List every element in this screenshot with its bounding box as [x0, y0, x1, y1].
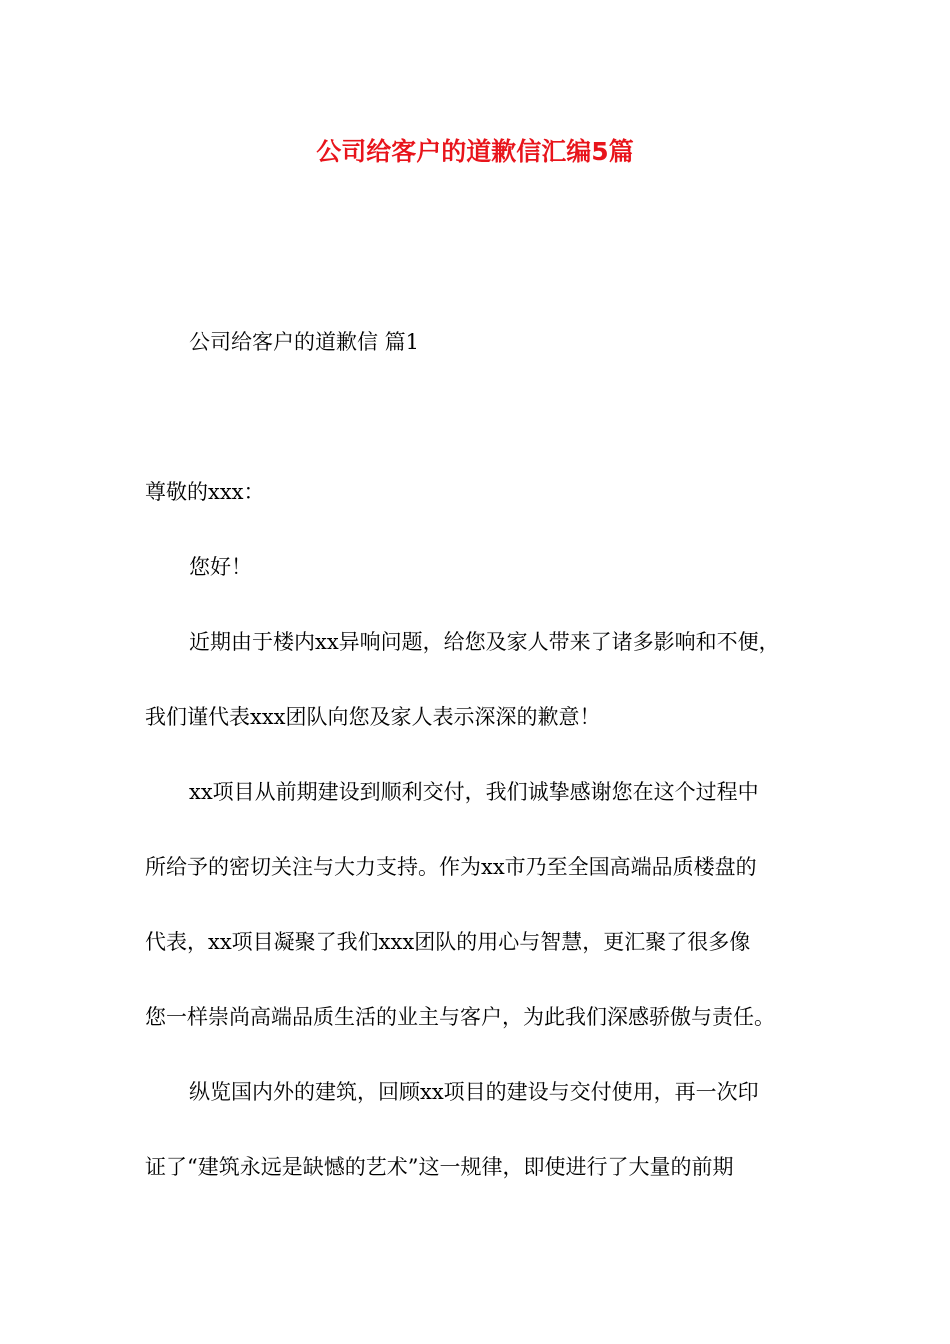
salutation-line: 尊敬的xxx： — [145, 480, 265, 504]
section-heading: 公司给客户的道歉信 篇1 — [189, 330, 420, 354]
paragraph-line: xx项目从前期建设到顺利交付，我们诚挚感谢您在这个过程中 — [189, 780, 759, 804]
paragraph-line: 证了“建筑永远是缺憾的艺术”这一规律，即使进行了大量的前期 — [145, 1155, 734, 1179]
paragraph-line: 我们谨代表xxx团队向您及家人表示深深的歉意！ — [145, 705, 601, 729]
paragraph-line: 纵览国内外的建筑，回顾xx项目的建设与交付使用，再一次印 — [189, 1080, 759, 1104]
paragraph-line: 代表，xx项目凝聚了我们xxx团队的用心与智慧，更汇聚了很多像 — [145, 930, 751, 954]
document-title: 公司给客户的道歉信汇编5篇 — [316, 137, 634, 166]
letter-body — [145, 472, 810, 1222]
greeting-line: 您好！ — [189, 555, 252, 579]
paragraph-line: 所给予的密切关注与大力支持。作为xx市乃至全国高端品质楼盘的 — [145, 855, 757, 879]
paragraph-line: 近期由于楼内xx异响问题，给您及家人带来了诸多影响和不便， — [189, 630, 780, 654]
paragraph-line: 您一样崇尚高端品质生活的业主与客户，为此我们深感骄傲与责任。 — [145, 1005, 775, 1029]
